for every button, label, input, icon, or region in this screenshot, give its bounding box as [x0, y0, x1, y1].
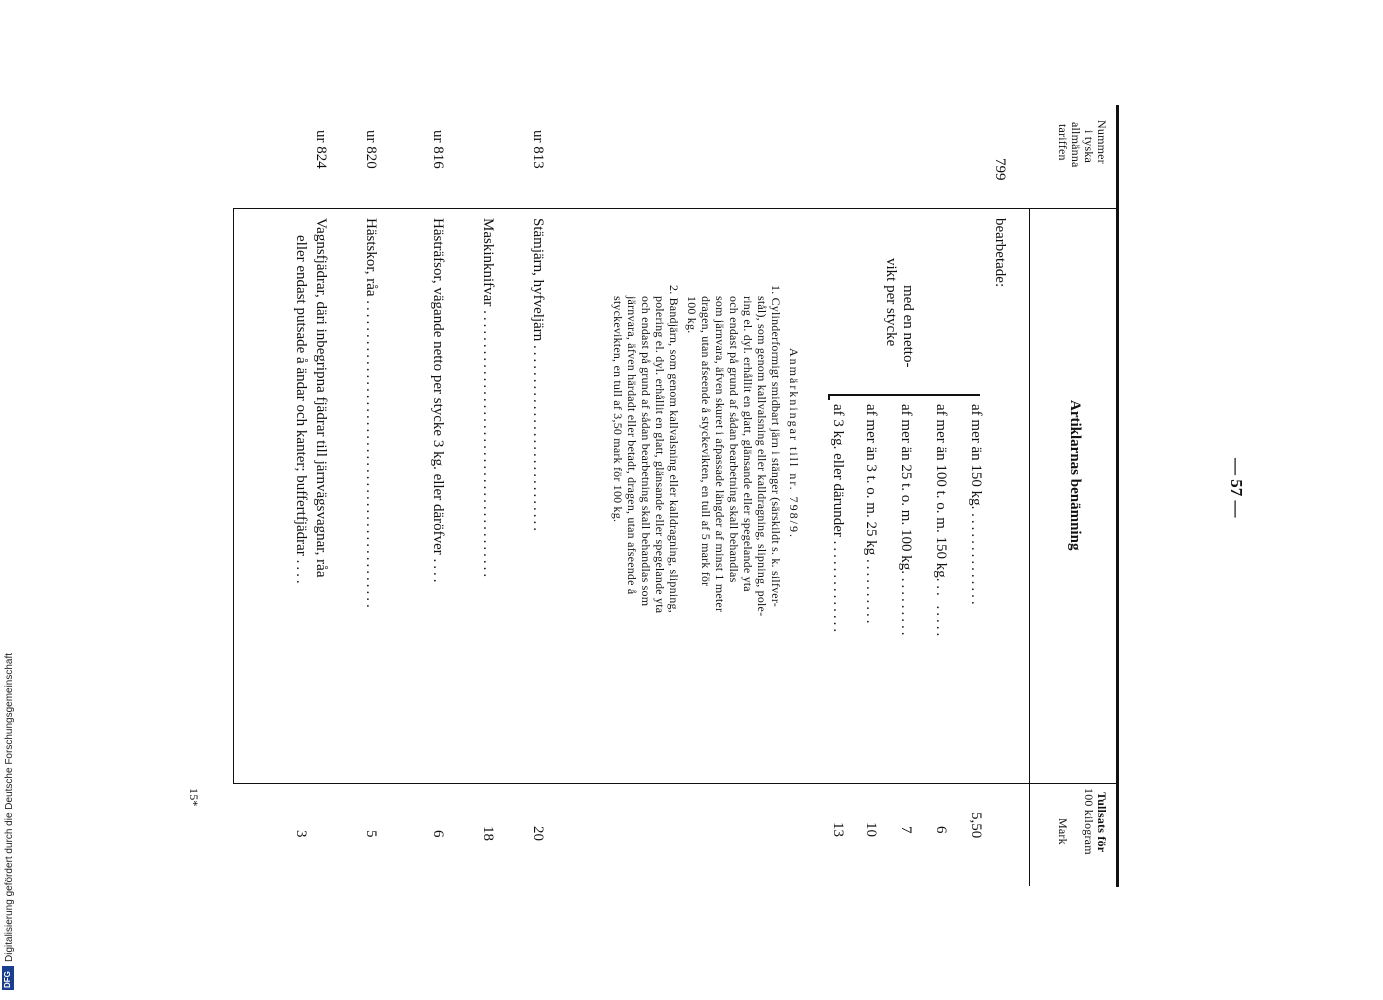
- note-item-2-line-2: polering el. dyl. erhållit en glatt, glänsande eller spegelande yta: [653, 296, 667, 614]
- header-bottom-rule: [1029, 208, 1030, 886]
- sub-row-1-rate: 5,50: [968, 812, 984, 839]
- note-item-1-line-5: som järnvara, äfven skuret i afpassade längder af minst 1 meter: [713, 296, 727, 613]
- note-item-1-line-1: 1. Cylinderformigt smidbart järn i stänger (särskildt s. k. silfver-: [769, 285, 783, 607]
- sub-row-5-rate: 13: [830, 822, 846, 837]
- row-desc-ur-820: Hästskor, råa ..............................................: [363, 218, 379, 611]
- note-item-2-line-1: 2. Bandjärn, som genom kallvalsning eller kalldragning, slipning,: [667, 285, 681, 613]
- row-rate-ur-820: 5: [363, 830, 379, 838]
- row-number-ur-824: ur 824: [313, 130, 329, 169]
- group-label-line-1: med en netto-: [900, 285, 916, 368]
- row-number-ur-813: ur 813: [530, 130, 546, 169]
- header-number-line-4: tariffen: [1056, 124, 1070, 161]
- note-title: Anmärkningar till nr. 798/9.: [787, 348, 801, 539]
- note-item-1-line-3: ring el. dyl. erhållit en glatt, glänsande eller spegelande yta: [741, 296, 755, 592]
- row-description-799: bearbetade:: [992, 218, 1008, 288]
- row-desc-ur-816: Hästräfsor, vägande netto per stycke 3 kg. eller däröfver ....: [430, 218, 446, 586]
- row-number-ur-816: ur 816: [430, 130, 446, 169]
- signature-mark: 15*: [187, 788, 201, 807]
- row-number-ur-820: ur 820: [363, 130, 379, 169]
- column-separator-right: [233, 783, 1117, 784]
- header-number-line-3: allmänna: [1069, 122, 1083, 168]
- row-rate-maskinknifvar: 18: [480, 826, 496, 841]
- note-item-1-line-4: och endast på grund af sådan bearbetning skall behandlas: [727, 296, 741, 583]
- header-rate-line-1: Tullsats för: [1095, 792, 1109, 853]
- note-item-2-line-4: järnvara, äfven härdadt eller betadt, dragen, utan afseende å: [625, 296, 639, 595]
- sub-row-4-rate: 10: [863, 822, 879, 837]
- sub-row-2-rate: 6: [933, 826, 949, 834]
- row-desc-ur-824-line-2: eller endast putsade å ändar och kanter; buffertfjädrar ....: [293, 235, 309, 587]
- sub-row-2-desc: af mer än 100 t. o. m. 150 kg. .. .....: [933, 404, 949, 640]
- row-rate-ur-816: 6: [430, 830, 446, 838]
- note-item-1-line-6: dragen, utan afseende å styckevikten, en tull af 5 mark för: [699, 296, 713, 587]
- note-item-2-line-3: och endast på grund af sådan bearbetning skall behandlas som: [639, 296, 653, 607]
- group-brace: [828, 394, 980, 396]
- row-rate-ur-813: 20: [530, 826, 546, 841]
- note-item-1-line-7: 100 kg.: [685, 296, 699, 334]
- header-rate-line-3: Mark: [1056, 818, 1070, 845]
- row-desc-ur-824-line-1: Vagnsfjädrar, däri inbegripna fjädrar till järnvägsvagnar, råa: [313, 218, 329, 578]
- note-item-1-line-2: stål), som genom kallvalsning eller kalldragning, slipning, pole-: [755, 296, 769, 617]
- column-bottom-rule: [233, 208, 234, 783]
- row-desc-ur-813: Stämjärn, hyfveljärn ............................: [530, 218, 546, 535]
- page-number: — 57 —: [1227, 458, 1246, 518]
- row-rate-ur-824: 3: [293, 830, 309, 838]
- note-item-2-line-5: styckevikten, en tull af 3,50 mark för 100 kg.: [611, 296, 625, 523]
- header-number-line-1: Nummer: [1095, 120, 1109, 164]
- header-rate-line-2: 100 kilogram: [1082, 788, 1096, 855]
- column-separator-left: [233, 208, 1117, 209]
- sub-row-1-desc: af mer än 150 kg. ..............: [968, 404, 984, 608]
- dfg-logo: DFG: [2, 966, 14, 990]
- digitization-credit: Digitalisierung gefördert durch die Deutsche Forschungsgemeinschaft: [4, 652, 15, 962]
- sub-row-4-desc: af mer än 3 t. o. m. 25 kg ..........: [863, 404, 879, 627]
- sub-row-3-rate: 7: [898, 826, 914, 834]
- row-number-799: 799: [992, 158, 1008, 181]
- header-number-line-2: i tyska: [1082, 130, 1096, 164]
- row-desc-maskinknifvar: Maskinknifvar ........................................: [480, 218, 496, 581]
- sub-row-5-desc: af 3 kg. eller därunder ..............: [830, 404, 846, 636]
- group-label-line-2: vikt per stycke: [883, 258, 899, 347]
- header-article-description: Artiklarnas benämning: [1067, 400, 1083, 551]
- table-top-rule: [1116, 105, 1119, 887]
- sub-row-3-desc: af mer än 25 t. o. m. 100 kg. .........: [898, 404, 914, 639]
